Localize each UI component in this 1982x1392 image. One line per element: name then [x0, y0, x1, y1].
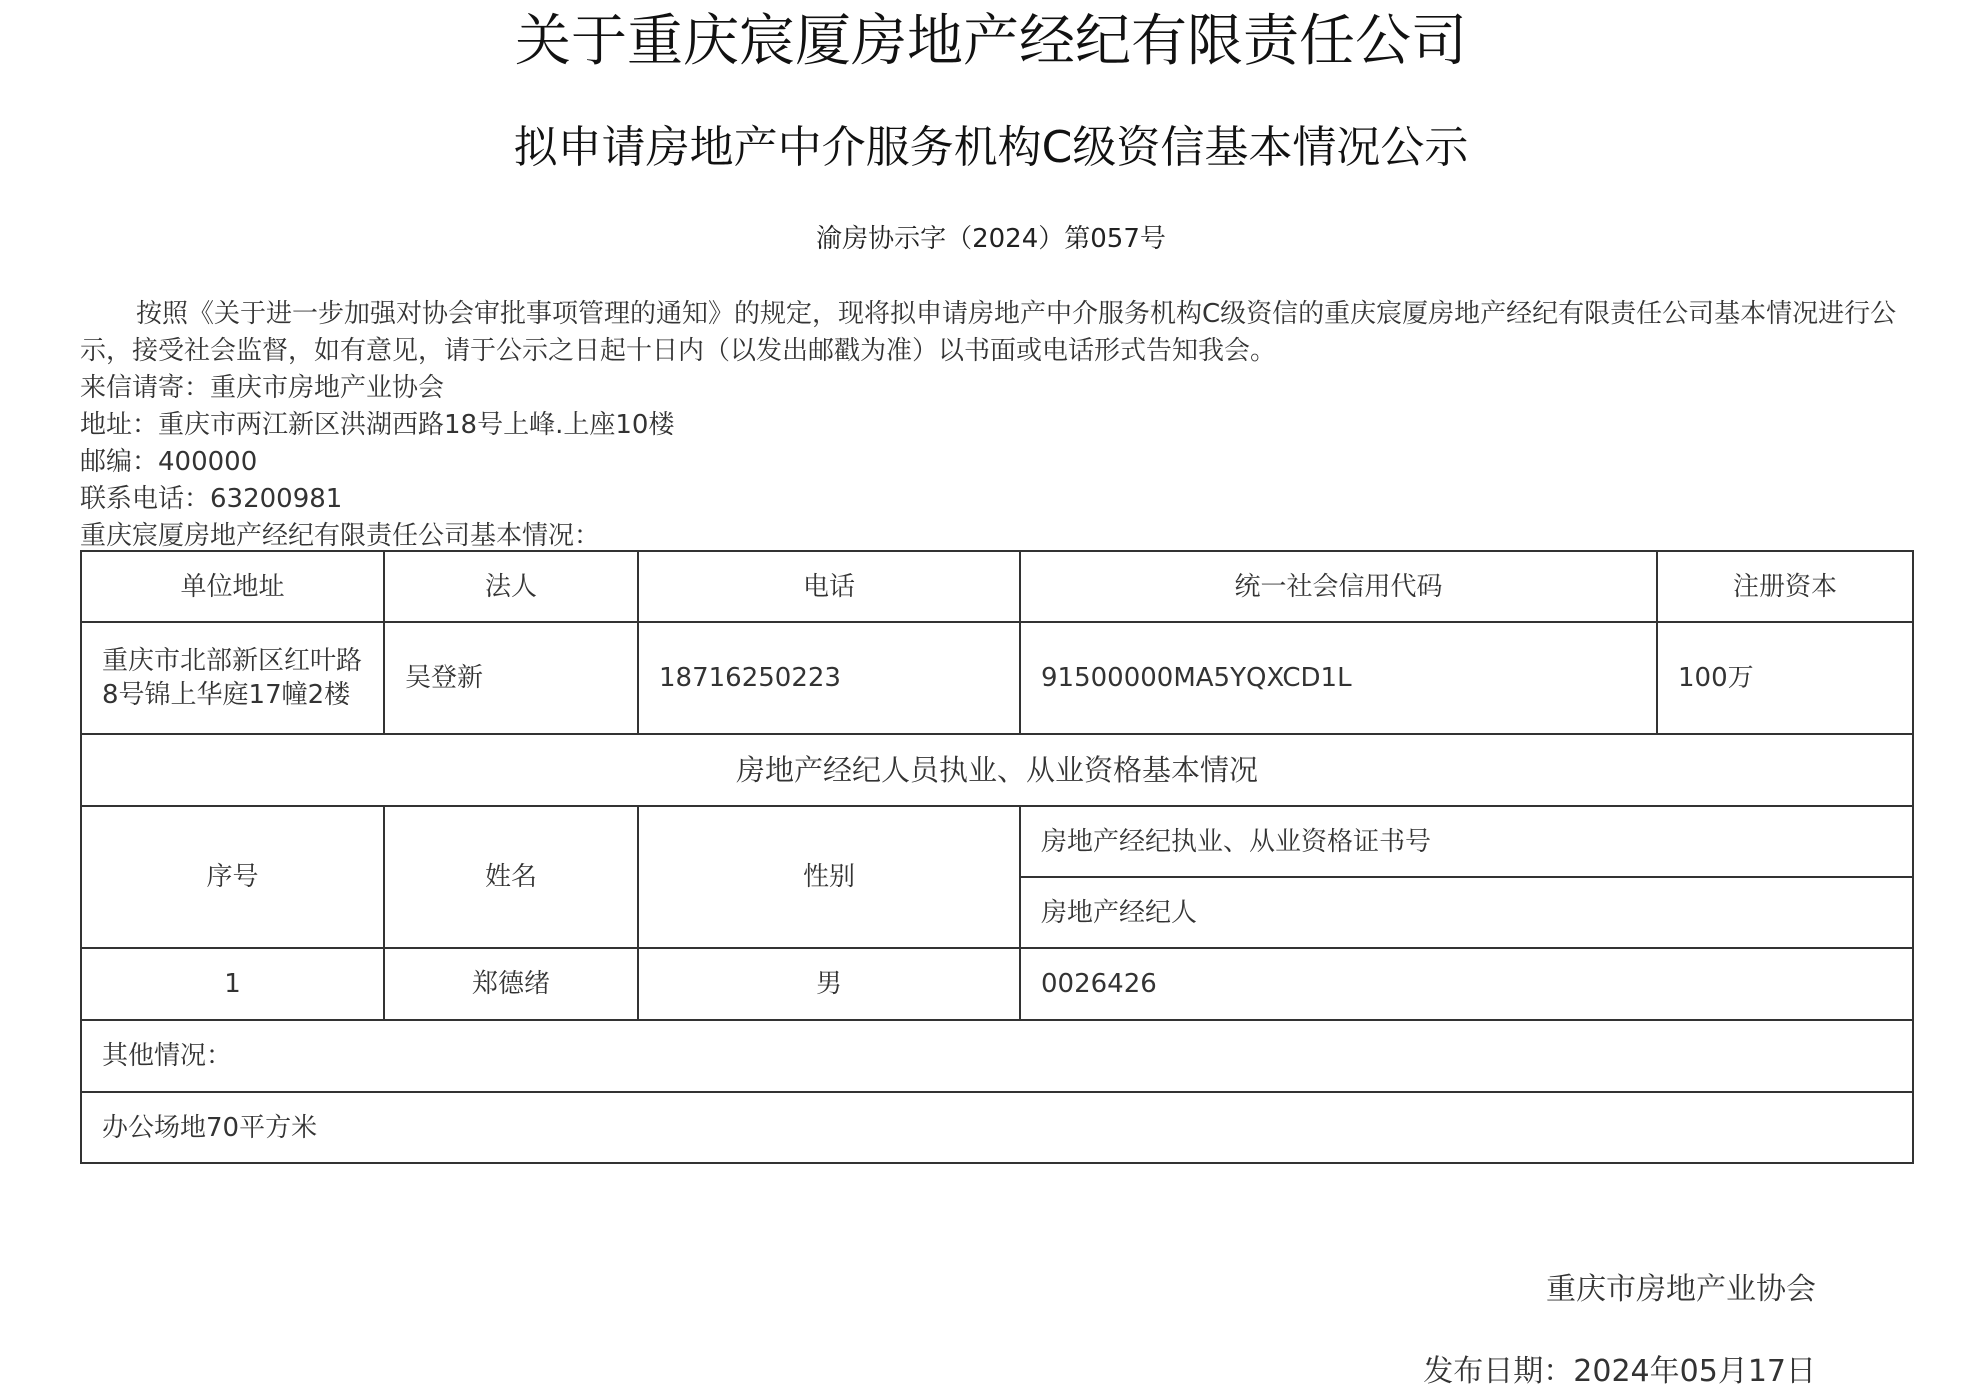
document-title: 关于重庆宸厦房地产经纪有限责任公司 — [515, 9, 1467, 74]
header-name: 姓名 — [384, 806, 638, 948]
document-number: 渝房协示字（2024）第057号 — [816, 224, 1166, 254]
header-cert-sub: 房地产经纪人 — [1020, 877, 1913, 948]
phone-line: 联系电话：63200981 — [80, 484, 343, 514]
staff-gender: 男 — [638, 948, 1020, 1020]
document-subtitle: 拟申请房地产中介服务机构C级资信基本情况公示 — [513, 122, 1469, 173]
address-line: 地址：重庆市两江新区洪湖西路18号上峰.上座10楼 — [80, 410, 675, 440]
other-label: 其他情况： — [81, 1020, 1913, 1092]
header-credit-code: 统一社会信用代码 — [1020, 551, 1657, 622]
header-cert: 房地产经纪执业、从业资格证书号 — [1020, 806, 1913, 877]
staff-section-title: 房地产经纪人员执业、从业资格基本情况 — [81, 734, 1913, 806]
document-body — [80, 296, 1910, 555]
company-phone: 18716250223 — [638, 622, 1020, 734]
staff-header-row-1 — [81, 806, 1913, 877]
company-legal-person: 吴登新 — [384, 622, 638, 734]
other-value-row — [81, 1092, 1913, 1163]
staff-cert: 0026426 — [1020, 948, 1913, 1020]
header-gender: 性别 — [638, 806, 1020, 948]
intro-paragraph: 按照《关于进一步加强对协会审批事项管理的通知》的规定，现将拟申请房地产中介服务机构C级资信的重庆宸厦房地产经纪有限责任公司基本情况进行公示，接受社会监督，如有意见，请于公示之日起十日内（以发出邮戳为准）以书面或电话形式告知我会。 — [80, 299, 1897, 366]
header-seq: 序号 — [81, 806, 384, 948]
other-value: 办公场地70平方米 — [81, 1092, 1913, 1163]
other-label-row — [81, 1020, 1913, 1092]
company-credit-code: 91500000MA5YQXCD1L — [1020, 622, 1657, 734]
header-capital: 注册资本 — [1657, 551, 1913, 622]
company-data-row — [81, 622, 1913, 734]
company-header-row — [81, 551, 1913, 622]
staff-seq: 1 — [81, 948, 384, 1020]
company-capital: 100万 — [1657, 622, 1913, 734]
basic-info-label: 重庆宸厦房地产经纪有限责任公司基本情况： — [80, 521, 601, 551]
staff-section-row — [81, 734, 1913, 806]
signature: 重庆市房地产业协会 — [1546, 1272, 1816, 1307]
postcode-line: 邮编：400000 — [80, 447, 258, 477]
staff-name: 郑德绪 — [384, 948, 638, 1020]
staff-row — [81, 948, 1913, 1020]
header-address: 单位地址 — [81, 551, 384, 622]
header-legal-person: 法人 — [384, 551, 638, 622]
mail-to-line: 来信请寄：重庆市房地产业协会 — [80, 373, 445, 403]
company-address: 重庆市北部新区红叶路8号锦上华庭17幢2楼 — [81, 622, 384, 734]
company-info-table — [80, 550, 1914, 1164]
publish-date: 发布日期：2024年05月17日 — [1423, 1354, 1816, 1389]
header-phone: 电话 — [638, 551, 1020, 622]
